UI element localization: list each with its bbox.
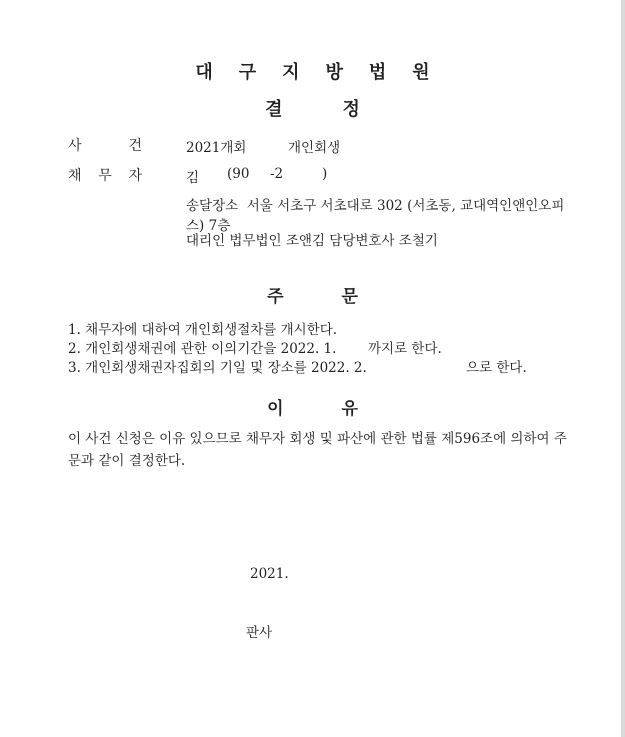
debtor-id-open: (90 <box>227 166 250 182</box>
order-item-3-suffix: 으로 한다. <box>466 360 527 376</box>
debtor-label <box>68 165 142 185</box>
decision-date: 2021. <box>250 566 289 582</box>
debtor-id-mid: -2 <box>270 166 284 182</box>
debtor-label-char: 자 <box>128 168 142 184</box>
case-name: 개인회생 <box>288 140 341 156</box>
case-number: 2021개회 <box>186 140 247 156</box>
court-name: 대구지방법원 <box>195 62 456 83</box>
debtor-id-close: ) <box>322 166 328 182</box>
order-item-1: 1. 채무자에 대하여 개인회생절차를 개시한다. <box>68 322 338 338</box>
debtor-label-char: 무 <box>98 168 112 184</box>
reason-text: 이 사건 신청은 이유 있으므로 채무자 회생 및 파산에 관한 법률 제596조에 의하여 주문과 같이 결정한다. <box>68 431 567 469</box>
order-item-3: 3. 개인회생채권자집회의 기일 및 장소를 2022. 2. <box>68 360 367 376</box>
service-address-value: 서울 서초구 서초대로 302 (서초동, 교대역인앤인오피스) 7층 <box>186 198 565 234</box>
order-item-2-suffix: 까지로 한다. <box>368 341 442 357</box>
reason-heading: 이유 <box>267 399 416 419</box>
debtor-label-char: 채 <box>68 168 82 184</box>
order-item-2: 2. 개인회생채권에 관한 이의기간을 2022. 1. <box>68 341 337 357</box>
representative: 대리인 법무법인 조앤김 담당변호사 조철기 <box>186 233 438 249</box>
case-label-char: 건 <box>128 138 142 154</box>
document-title: 결정 <box>265 99 420 120</box>
judge-label: 판사 <box>246 625 273 641</box>
service-address-label: 송달장소 <box>186 198 239 214</box>
debtor-name: 김 <box>186 170 200 186</box>
case-label-char: 사 <box>68 138 82 154</box>
case-label <box>68 135 142 155</box>
order-heading: 주문 <box>267 287 416 307</box>
